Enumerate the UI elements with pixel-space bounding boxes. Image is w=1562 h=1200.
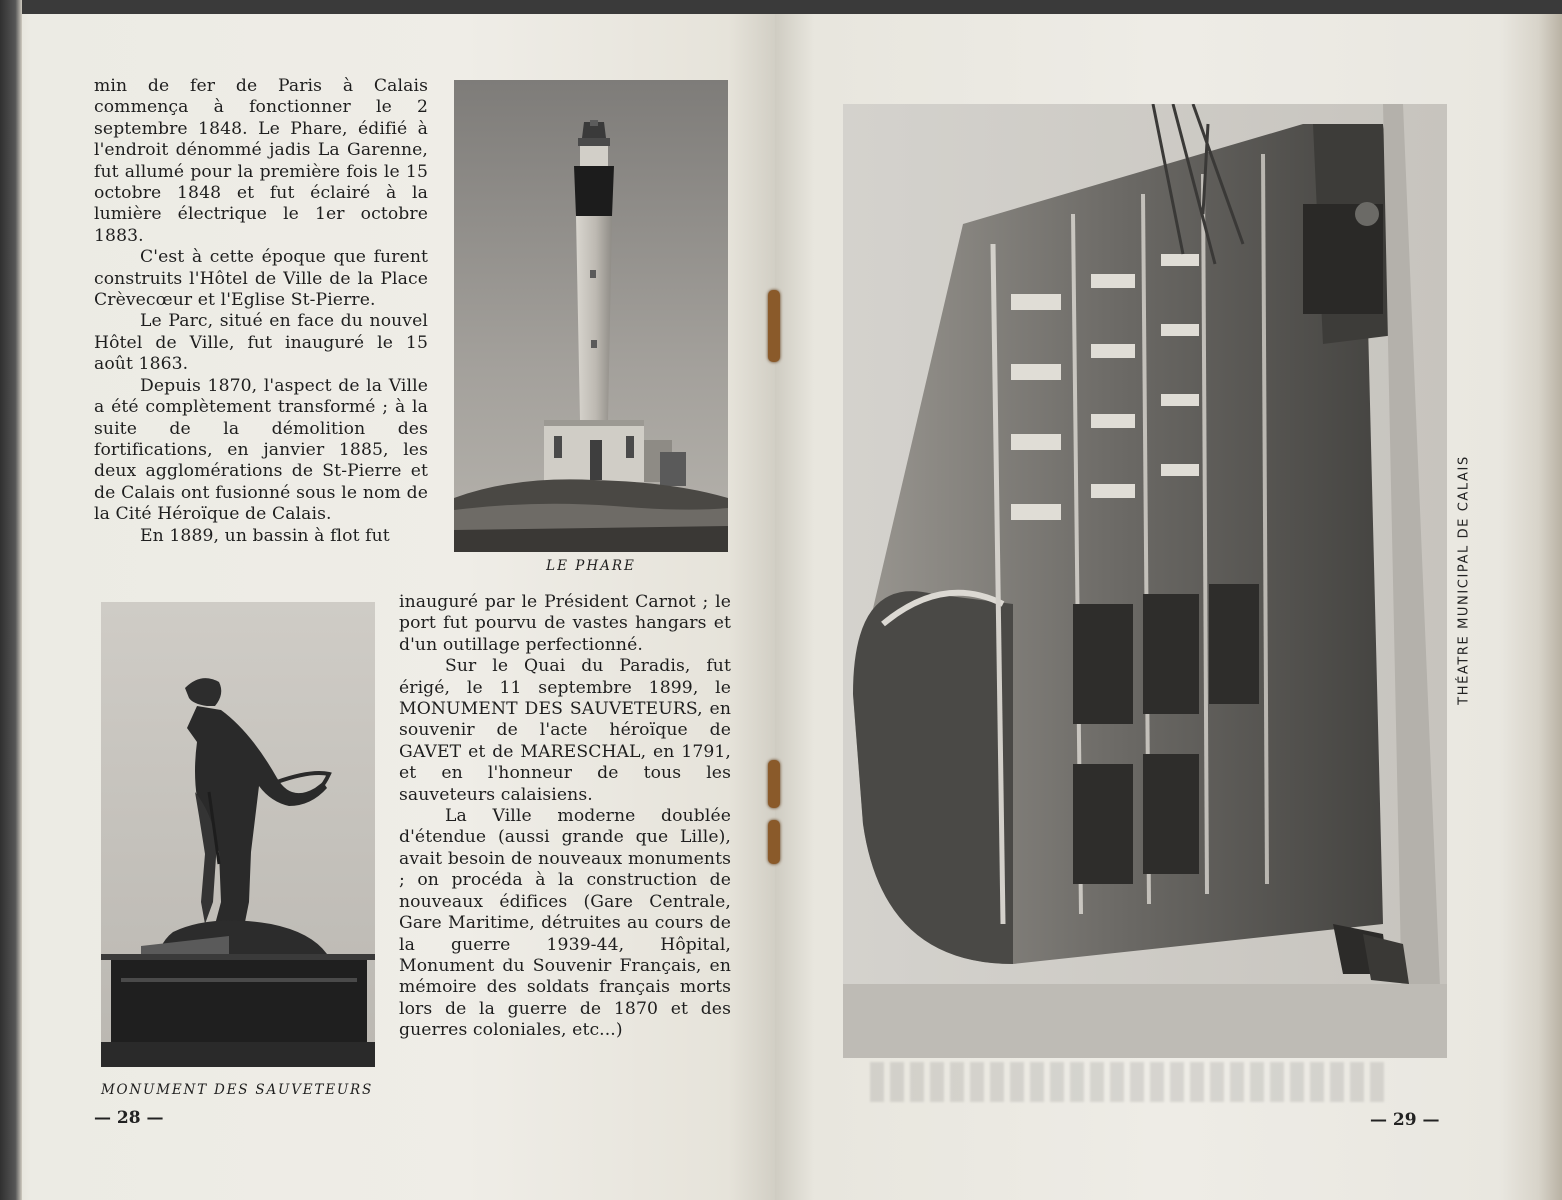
bleed-through-text [870,1062,1390,1102]
lighthouse-image [454,80,728,552]
page-number-left: — 28 — [94,1108,164,1128]
lighthouse-photo [454,80,728,552]
scan-edge-top [0,0,1562,14]
theatre-image [843,104,1447,1058]
text-column-2 [399,592,731,1042]
paragraph: min de fer de Paris à Calais commença à fonctionner le 2 septembre 1848. Le Phare, édifié à l'endroit dénommé jadis La Garenne, fut allumé pour la première fois le 15 octobre 1848 et fut éclairé à la lumière électrique le 1er octobre 1883. [94,76,428,246]
paragraph: Depuis 1870, l'aspect de la Ville a été complètement transformé ; à la suite de la démolition des fortifications, en janvier 1885, les deux agglomérations de St-Pierre et de Calais ont fusionné sous le nom de la Cité Héroïque de Calais. [94,375,428,525]
paragraph: Le Parc, situé en face du nouvel Hôtel de Ville, fut inauguré le 15 août 1863. [94,311,428,375]
monument-image [101,602,375,1067]
monument-caption: MONUMENT DES SAUVETEURS [100,1082,374,1098]
paragraph: inauguré par le Président Carnot ; le port fut pourvu de vastes hangars et d'un outillage perfectionné. [399,592,731,655]
binding-staple [768,760,780,808]
scan-edge-left [0,0,22,1200]
text-column-1 [94,76,428,547]
theatre-caption-text: THÉATRE MUNICIPAL DE CALAIS [1456,455,1472,705]
binding-staple [768,290,780,362]
page-number-right: — 29 — [1370,1110,1440,1130]
lighthouse-caption: LE PHARE [546,558,636,574]
paragraph: Sur le Quai du Paradis, fut érigé, le 11 septembre 1899, le MONUMENT DES SAUVETEURS, en souvenir de l'acte héroïque de GAVET et de MARESCHAL, en 1791, et en l'honneur de tous les sauveteurs calaisiens. [399,656,731,805]
binding-staple [768,820,780,864]
monument-photo [101,602,375,1067]
theatre-caption [1452,420,1476,740]
paragraph: En 1889, un bassin à flot fut [140,525,390,546]
paragraph: C'est à cette époque que furent construits l'Hôtel de Ville de la Place Crèvecœur et l'Eglise St-Pierre. [94,247,428,311]
paragraph: La Ville moderne doublée d'étendue (aussi grande que Lille), avait besoin de nouveaux monuments ; on procéda à la construction de nouveaux édifices (Gare Centrale, Gare Maritime, détruites au cours de la guerre 1939-44, Hôpital, Monument du Souvenir Français, en mémoire des soldats français morts lors de la guerre de 1870 et des guerres coloniales, etc...) [399,806,731,1041]
theatre-photo [843,104,1447,1058]
